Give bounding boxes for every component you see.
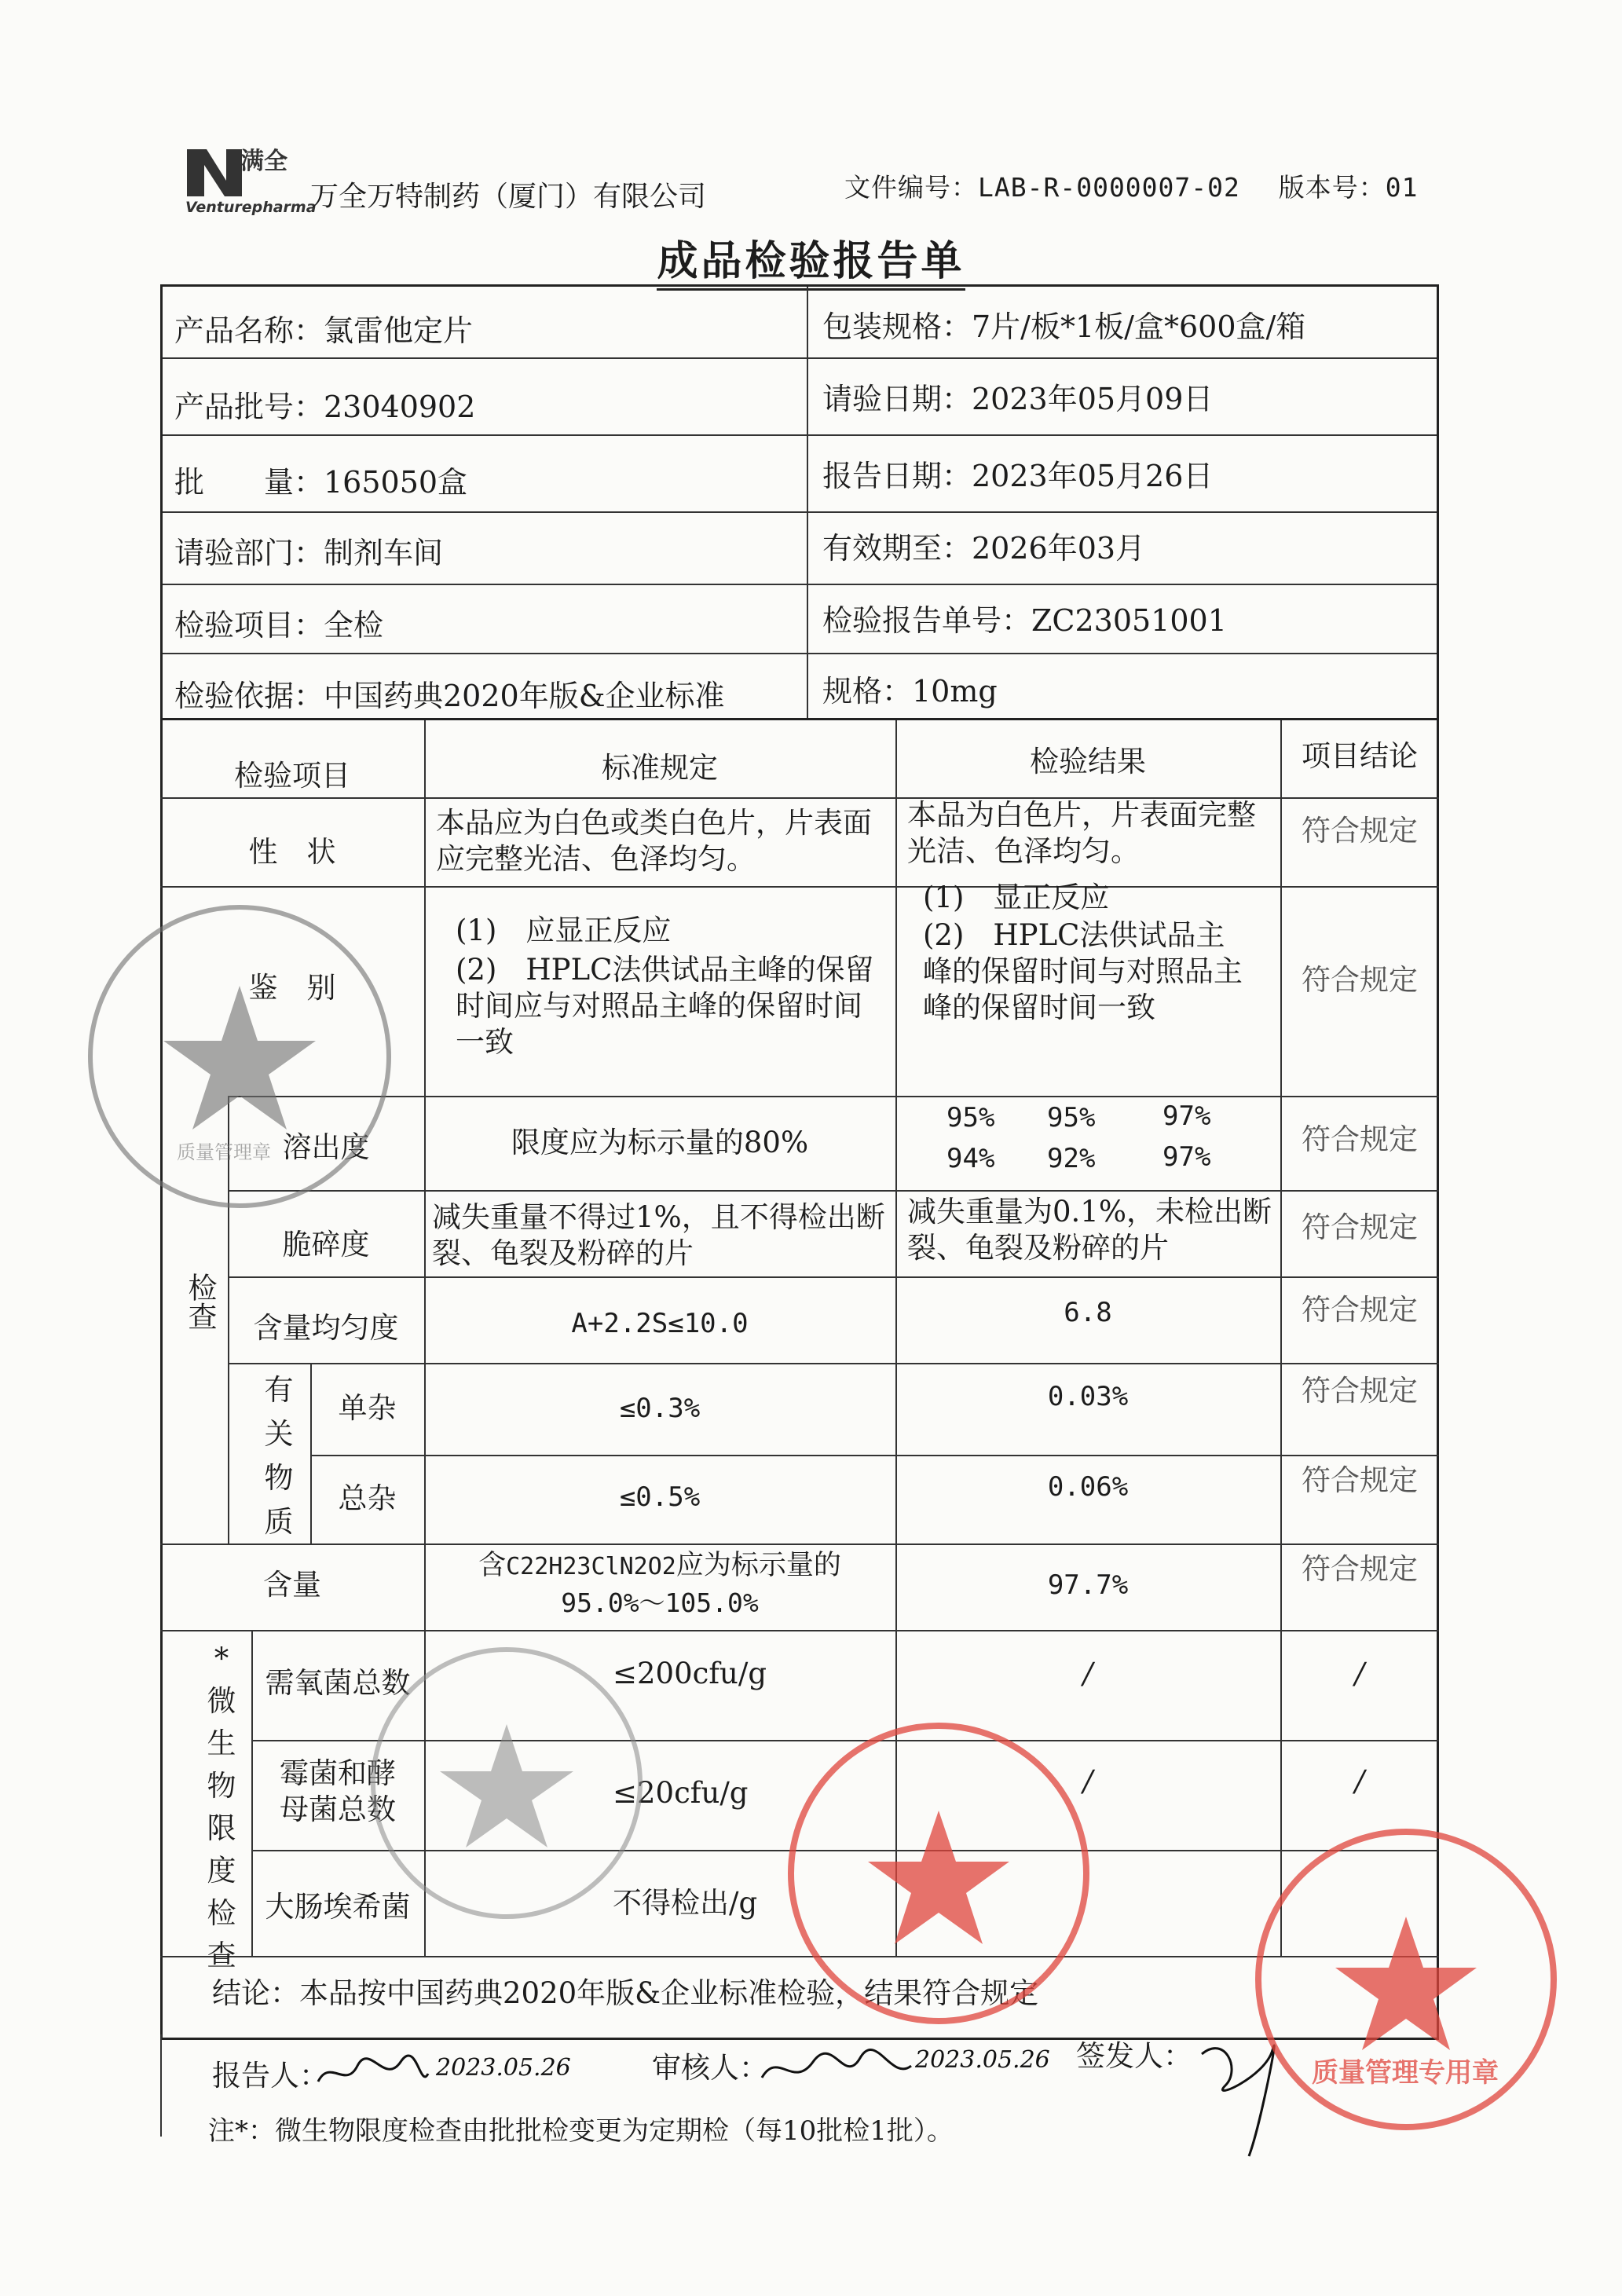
aerobic-result: / [1082, 1657, 1093, 1690]
strength: 规格：10mg [822, 674, 998, 709]
reporter-sign-date: 2023.05.26 [436, 2054, 571, 2082]
uniformity-conclusion: 符合规定 [1302, 1293, 1418, 1327]
report-date: 报告日期：2023年05月26日 [822, 459, 1214, 493]
dissolution-result-1: 95% [946, 1102, 995, 1133]
svg-text:质量管理章: 质量管理章 [177, 1141, 271, 1163]
reviewer-signature [758, 2042, 915, 2100]
identification-label: 鉴 别 [248, 971, 336, 1005]
dissolution-standard: 限度应为标示量的80% [511, 1126, 809, 1159]
middle-quality-stamp [365, 1642, 648, 1924]
package-spec: 包装规格：7片/板*1板/盒*600盒/箱 [822, 309, 1306, 344]
aerobic-conclusion: / [1354, 1657, 1365, 1690]
dissolution-label: 溶出度 [282, 1130, 370, 1164]
mold-yeast-label: 霉菌和酵母菌总数 [280, 1756, 396, 1826]
mold-yeast-result: / [1082, 1764, 1093, 1798]
reviewer-label: 审核人： [652, 2051, 768, 2085]
assay-formula: C22H23ClN2O2 [506, 1553, 676, 1580]
company-name: 万全万特制药（厦门）有限公司 [310, 181, 707, 213]
identification-standard-1: (1) 应显正反应 [456, 914, 672, 947]
appearance-standard: 本品应为白色或类白色片，片表面应完整光洁、色泽均匀。 [436, 806, 872, 876]
friability-label: 脆碎度 [282, 1228, 370, 1262]
uniformity-label: 含量均匀度 [253, 1311, 399, 1345]
total-impurity-label: 总杂 [338, 1481, 397, 1515]
check-label: 检查 [183, 1273, 217, 1331]
report-no: 检验报告单号：ZC23051001 [822, 603, 1227, 638]
test-basis: 检验依据：中国药典2020年版&企业标准 [174, 679, 725, 713]
col-header-standard: 标准规定 [602, 751, 718, 785]
identification-result-2: (2) HPLC法供试品主峰的保留时间与对照品主峰的保留时间一致 [923, 918, 1243, 1024]
ecoli-standard: 不得检出/g [613, 1886, 758, 1920]
total-impurity-standard: ≤0.5% [619, 1481, 701, 1513]
mold-yeast-standard: ≤20cfu/g [613, 1776, 749, 1810]
request-dept: 请验部门：制剂车间 [174, 536, 444, 570]
dissolution-conclusion: 符合规定 [1302, 1122, 1418, 1156]
aerobic-standard: ≤200cfu/g [613, 1657, 767, 1690]
svg-text:Venturepharma: Venturepharma [185, 199, 317, 216]
batch-qty: 批 量：165050盒 [174, 465, 468, 500]
assay-conclusion: 符合规定 [1302, 1552, 1418, 1586]
identification-conclusion: 符合规定 [1302, 963, 1418, 997]
assay-standard: 含C22H23ClN2O2应为标示量的 95.0%～105.0% [478, 1550, 841, 1618]
report-title: 成品检验报告单 [0, 228, 1622, 287]
single-impurity-label: 单杂 [338, 1391, 397, 1425]
info-table [160, 284, 1439, 720]
assay-label: 含量 [263, 1568, 321, 1602]
dissolution-result-4: 94% [946, 1143, 995, 1174]
conclusion-text: 结论：本品按中国药典2020年版&企业标准检验，结果符合规定 [212, 1976, 1039, 2010]
batch-no: 产品批号：23040902 [174, 390, 476, 424]
red-quality-stamp-center [782, 1716, 1096, 2031]
identification-standard-2: (2) HPLC法供试品主峰的保留时间应与对照品主峰的保留时间一致 [456, 953, 874, 1059]
dissolution-result-2: 95% [1047, 1102, 1096, 1133]
reporter-signature [314, 2050, 432, 2106]
dissolution-result-6: 97% [1162, 1141, 1211, 1173]
identification-result-1: (1) 显正反应 [923, 881, 1110, 914]
test-item: 检验项目：全检 [174, 608, 384, 643]
footnote: 注*：微生物限度检查由批批检变更为定期检（每10批检1批）。 [208, 2115, 954, 2147]
col-header-item: 检验项目 [234, 759, 350, 793]
reviewer-sign-date: 2023.05.26 [915, 2046, 1050, 2074]
product-name: 产品名称：氯雷他定片 [174, 313, 474, 348]
aerobic-label: 需氧菌总数 [265, 1666, 411, 1700]
uniformity-standard: A+2.2S≤10.0 [571, 1308, 749, 1339]
single-impurity-conclusion: 符合规定 [1302, 1374, 1418, 1408]
friability-standard: 减失重量不得过1%，且不得检出断裂、龟裂及粉碎的片 [432, 1200, 885, 1270]
related-substances-label: 有关物质 [264, 1373, 294, 1539]
col-header-conclusion: 项目结论 [1302, 739, 1418, 773]
request-date: 请验日期：2023年05月09日 [822, 382, 1214, 416]
appearance-conclusion: 符合规定 [1302, 814, 1418, 848]
single-impurity-result: 0.03% [1047, 1381, 1129, 1412]
friability-conclusion: 符合规定 [1302, 1210, 1418, 1244]
file-number: 文件编号：LAB-R-0000007-02 版本号：01 [844, 172, 1419, 203]
ecoli-label: 大肠埃希菌 [265, 1890, 411, 1924]
total-impurity-result: 0.06% [1047, 1471, 1129, 1503]
svg-text:满全: 满全 [240, 148, 287, 175]
left-quality-stamp [82, 899, 397, 1214]
appearance-result: 本品为白色片，片表面完整光洁、色泽均匀。 [907, 798, 1256, 868]
single-impurity-standard: ≤0.3% [619, 1393, 701, 1424]
col-header-result: 检验结果 [1030, 745, 1146, 778]
uniformity-result: 6.8 [1064, 1297, 1112, 1328]
friability-result: 减失重量为0.1%，未检出断裂、龟裂及粉碎的片 [907, 1195, 1272, 1265]
expiry-date: 有效期至：2026年03月 [822, 531, 1146, 566]
total-impurity-conclusion: 符合规定 [1302, 1463, 1418, 1497]
venturepharma-logo [179, 137, 320, 216]
red-quality-stamp-right [1249, 1822, 1563, 2137]
dissolution-result-3: 97% [1162, 1100, 1211, 1132]
appearance-label: 性 状 [248, 835, 336, 869]
microbial-limit-label: *微生物限度检查 [207, 1642, 236, 1972]
assay-result: 97.7% [1047, 1569, 1129, 1601]
issuer-label: 签发人： [1076, 2039, 1192, 2073]
reporter-label: 报告人： [212, 2059, 328, 2093]
mold-yeast-conclusion: / [1354, 1764, 1365, 1798]
svg-text:质量管理专用章: 质量管理专用章 [1312, 2057, 1499, 2089]
dissolution-result-5: 92% [1047, 1143, 1096, 1174]
